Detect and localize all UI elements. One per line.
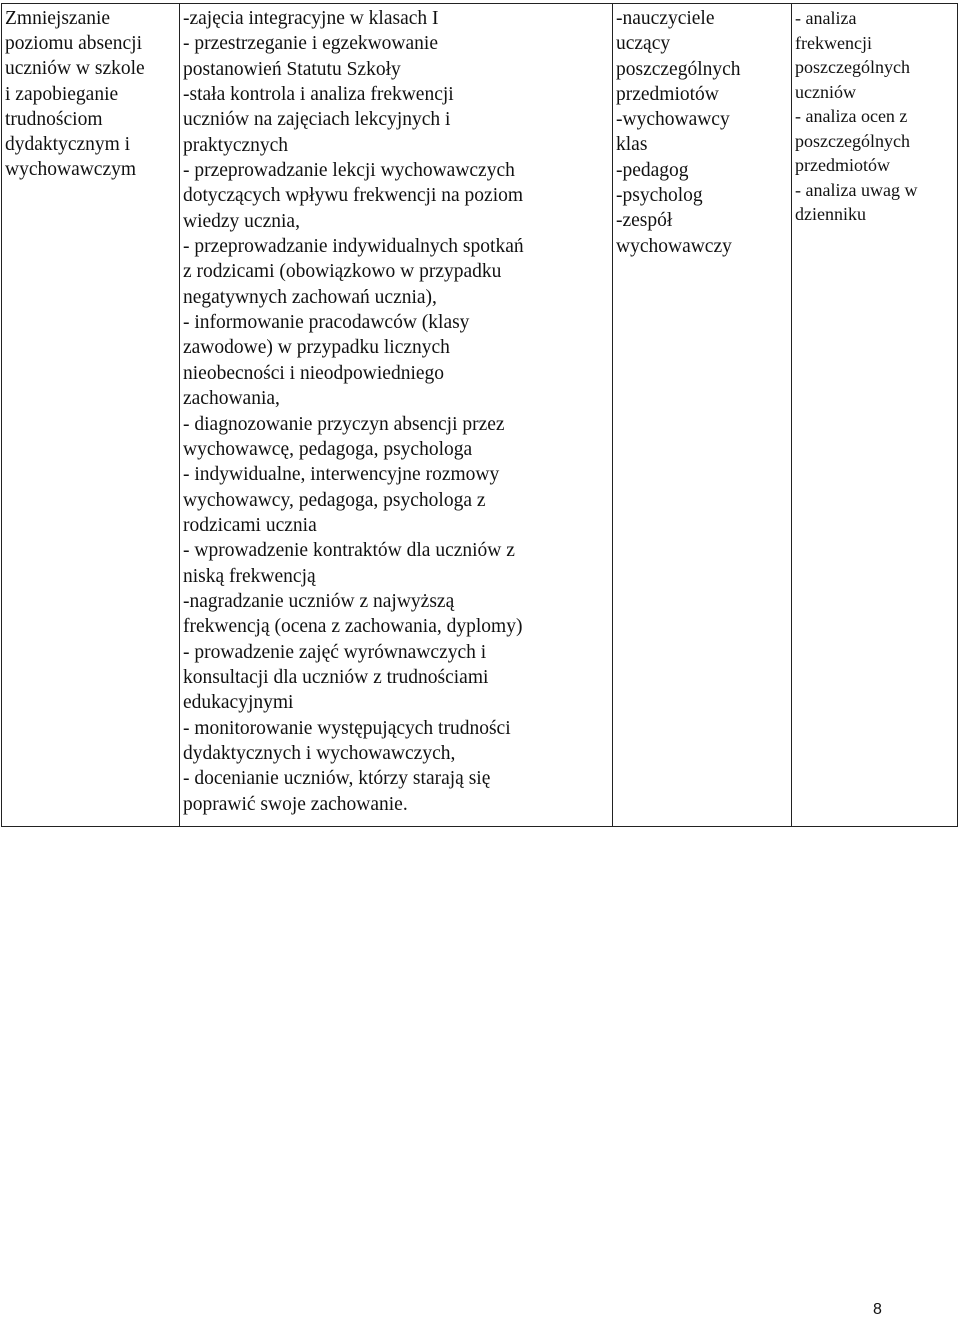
cell-line: -wychowawcy (616, 109, 730, 131)
cell-line: - docenianie uczniów, którzy starają się (183, 768, 491, 790)
cell-line: -nauczyciele (616, 8, 715, 29)
cell-line: dydaktycznym i (5, 134, 131, 156)
cell-line: - przeprowadzanie lekcji wychowawczych (183, 160, 515, 182)
cell-line: - przeprowadzanie indywidualnych spotkań (183, 236, 524, 258)
cell-line: frekwencji (795, 32, 872, 53)
cell-line: konsultacji dla uczniów z trudnościami (183, 666, 489, 688)
cell-line: wychowawczym (5, 159, 137, 181)
cell-line: - analiza (795, 8, 857, 28)
cell-line: uczniów w szkole (5, 58, 145, 80)
cell-line: przedmiotów (795, 155, 890, 175)
cell-line: frekwencją (ocena z zachowania, dyplomy) (183, 616, 523, 638)
cell-line: postanowień Statutu Szkoły (183, 58, 401, 80)
cell-line: nieobecności i nieodpowiedniego (183, 362, 445, 384)
cell-line: uczniów na zajęciach lekcyjnych i (183, 109, 451, 131)
cell-line: z rodzicami (obowiązkowo w przypadku (183, 261, 502, 283)
cell-line: przedmiotów (616, 83, 719, 105)
cell-line: - analiza uwag w (795, 179, 918, 200)
cell-line: - monitorowanie występujących trudności (183, 717, 511, 739)
cell-line: wiedzy ucznia, (183, 210, 300, 232)
cell-line: - diagnozowanie przyczyn absencji przez (183, 413, 505, 435)
cell-line: - przestrzeganie i egzekwowanie (183, 33, 438, 55)
cell-line: niską frekwencją (183, 565, 316, 587)
cell-line: -nagradzanie uczniów z najwyższą (183, 590, 455, 612)
cell-line: wychowawcy, pedagoga, psychologa z (183, 489, 486, 511)
cell-line: zawodowe) w przypadku licznych (183, 337, 450, 359)
cell-line: dotyczących wpływu frekwencji na poziom (183, 185, 524, 207)
cell-line: poziomu absencji (5, 33, 143, 55)
cell-line: - wprowadzenie kontraktów dla uczniów z (183, 540, 515, 562)
cell-line: dzienniku (795, 204, 866, 224)
cell-line: - indywidualne, interwencyjne rozmowy (183, 464, 500, 486)
cell-line: -zespół (616, 210, 673, 232)
cell-line: uczniów (795, 81, 856, 102)
table-row (2, 4, 958, 827)
cell-line: uczący (616, 33, 671, 55)
cell-line: -stała kontrola i analiza frekwencji (183, 84, 454, 106)
cell-line: -zajęcia integracyjne w klasach I (183, 8, 439, 29)
plan-table (1, 3, 958, 827)
cell-line: - informowanie pracodawców (klasy (183, 312, 470, 334)
cell-line: poszczególnych (795, 130, 910, 151)
evaluation-cell (792, 4, 958, 827)
responsible-cell (613, 4, 792, 827)
cell-line: wychowawcę, pedagoga, psychologa (183, 438, 473, 460)
actions-cell (180, 4, 613, 827)
goal-cell (2, 4, 180, 827)
cell-line: zachowania, (183, 388, 280, 410)
cell-line: i zapobieganie (5, 83, 119, 105)
cell-line: poszczególnych (795, 57, 910, 77)
cell-line: trudnościom (5, 108, 103, 130)
cell-line: negatywnych zachowań ucznia), (183, 286, 437, 308)
cell-line: - analiza ocen z (795, 106, 908, 126)
cell-line: -pedagog (616, 159, 689, 181)
cell-line: edukacyjnymi (183, 692, 294, 714)
cell-line: poszczególnych (616, 58, 741, 80)
cell-line: Zmniejszanie (5, 8, 111, 29)
cell-line: wychowawczy (616, 235, 732, 257)
cell-line: -psycholog (616, 185, 703, 207)
cell-line: poprawić swoje zachowanie. (183, 793, 408, 815)
page-number: 8 (873, 1301, 882, 1318)
cell-line: klas (616, 134, 648, 156)
cell-line: dydaktycznych i wychowawczych, (183, 742, 456, 764)
cell-line: praktycznych (183, 134, 289, 156)
cell-line: rodzicami ucznia (183, 514, 317, 536)
cell-line: - prowadzenie zajęć wyrównawczych i (183, 641, 487, 663)
